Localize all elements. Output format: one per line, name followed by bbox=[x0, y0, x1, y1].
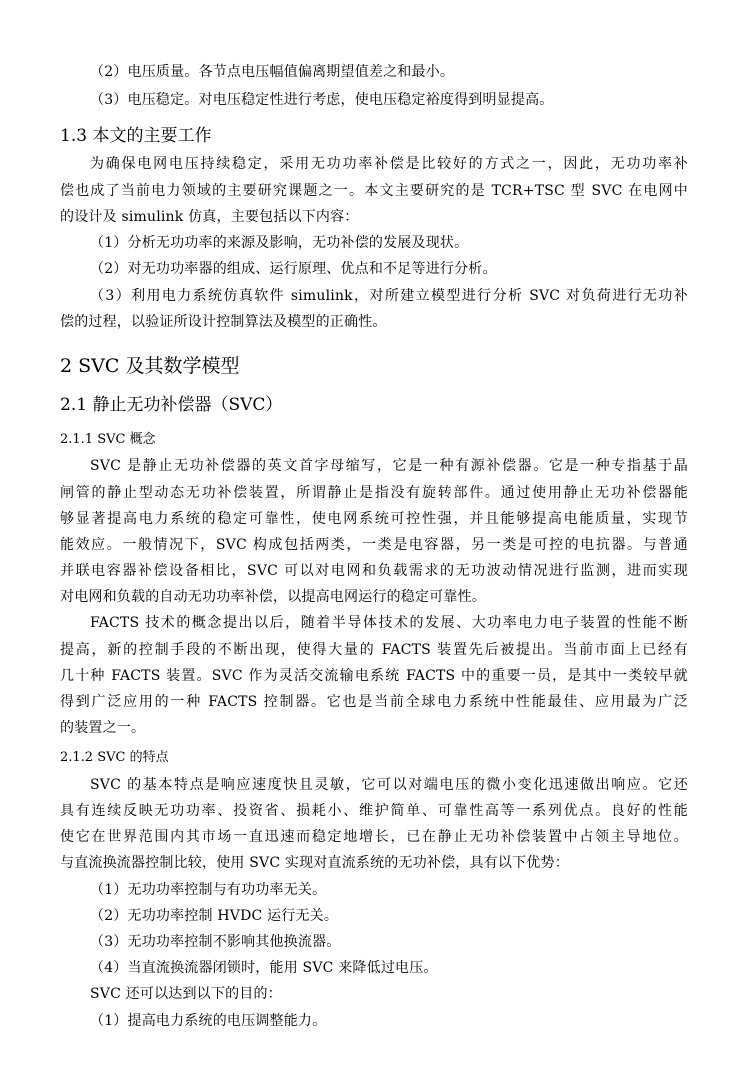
paragraph-line: SVC 是静止无功补偿器的英文首字母缩写，它是一种有源补偿器。它是一种专指基于晶 bbox=[90, 458, 688, 474]
paragraph-line: 的设计及 simulink 仿真，主要包括以下内容： bbox=[60, 209, 359, 225]
paragraph-line: 几十种 FACTS 装置。SVC 作为灵活交流输电系统 FACTS 中的重要一员，是其中一类较早就 bbox=[60, 668, 688, 684]
subsection-heading-2-1-1: 2.1.1 SVC 概念 bbox=[60, 432, 156, 447]
paragraph-line: 够显著提高电力系统的稳定可靠性，使电网系统可控性强，并且能够提高电能质量，实现节 bbox=[60, 511, 688, 527]
paragraph-line: 并联电容器补偿设备相比，SVC 可以对电网和负载需求的无功波动情况进行监测，进而实现 bbox=[60, 563, 688, 579]
list-item: （2）电压质量。各节点电压幅值偏离期望值差之和最小。 bbox=[90, 64, 455, 80]
list-item: （1）提高电力系统的电压调整能力。 bbox=[90, 1013, 327, 1029]
list-item: （1）无功功率控制与有功功率无关。 bbox=[90, 882, 327, 898]
list-item: （4）当直流换流器闭锁时，能用 SVC 来降低过电压。 bbox=[90, 960, 438, 976]
section-heading-2-1: 2.1 静止无功补偿器（SVC） bbox=[60, 395, 283, 415]
list-item-continuation: 偿的过程，以验证所设计控制算法及模型的正确性。 bbox=[60, 314, 387, 330]
list-item: （1）分析无功功率的来源及影响，无功补偿的发展及现状。 bbox=[90, 235, 469, 251]
list-item: （2）无功功率控制 HVDC 运行无关。 bbox=[90, 908, 339, 924]
paragraph-line: SVC 的基本特点是响应速度快且灵敏，它可以对端电压的微小变化迅速做出响应。它还 bbox=[90, 777, 688, 793]
chapter-heading-2: 2 SVC 及其数学模型 bbox=[60, 355, 240, 377]
paragraph-line: 偿也成了当前电力领域的主要研究课题之一。本文主要研究的是 TCR+TSC 型 SVC 在电网中 bbox=[60, 183, 688, 199]
list-item: （2）对无功功率器的组成、运行原理、优点和不足等进行分析。 bbox=[90, 261, 497, 277]
paragraph-line: 为确保电网电压持续稳定，采用无功功率补偿是比较好的方式之一，因此，无功功率补 bbox=[90, 156, 688, 172]
paragraph-line: 具有连续反映无功功率、投资省、损耗小、维护简单、可靠性高等一系列优点。良好的性能 bbox=[60, 803, 688, 819]
list-item: （3）利用电力系统仿真软件 simulink，对所建立模型进行分析 SVC 对负荷进行无功补 bbox=[90, 288, 688, 304]
paragraph-line: 提高，新的控制手段的不断出现，使得大量的 FACTS 装置先后被提出。当前市面上已经有 bbox=[60, 642, 688, 658]
list-item: （3）电压稳定。对电压稳定性进行考虑，使电压稳定裕度得到明显提高。 bbox=[90, 92, 554, 108]
paragraph-line: 对电网和负载的自动无功功率补偿，以提高电网运行的稳定可靠性。 bbox=[60, 589, 486, 605]
paragraph-line: 的装置之一。 bbox=[60, 720, 146, 736]
paragraph-line: 得到广泛应用的一种 FACTS 控制器。它也是当前全球电力系统中性能最佳、应用最为广泛 bbox=[60, 694, 688, 710]
paragraph-line: 与直流换流器控制比较，使用 SVC 实现对直流系统的无功补偿，具有以下优势： bbox=[60, 855, 569, 871]
paragraph-line: 能效应。一般情况下，SVC 构成包括两类，一类是电容器，另一类是可控的电抗器。与普通 bbox=[60, 537, 688, 553]
section-heading-1-3: 1.3 本文的主要工作 bbox=[60, 126, 212, 146]
list-item: （3）无功功率控制不影响其他换流器。 bbox=[90, 934, 341, 950]
paragraph-line: SVC 还可以达到以下的目的： bbox=[90, 986, 282, 1002]
paragraph-line: 闸管的静止型动态无功补偿装置，所谓静止是指没有旋转部件。通过使用静止无功补偿器能 bbox=[60, 485, 688, 501]
paragraph-line: 使它在世界范围内其市场一直迅速而稳定地增长，已在静止无功补偿装置中占领主导地位。 bbox=[60, 829, 688, 845]
paragraph-line: FACTS 技术的概念提出以后，随着半导体技术的发展、大功率电力电子装置的性能不断 bbox=[90, 615, 688, 631]
subsection-heading-2-1-2: 2.1.2 SVC 的特点 bbox=[60, 750, 169, 765]
